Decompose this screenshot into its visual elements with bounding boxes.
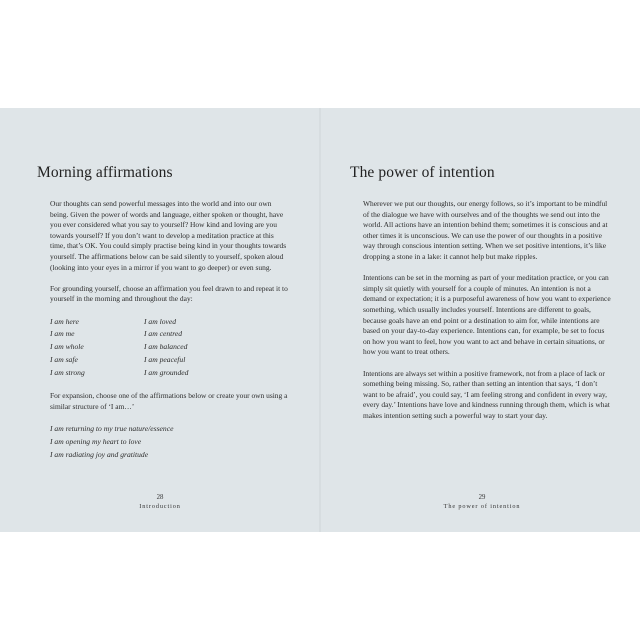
left-page-body xyxy=(50,199,290,462)
affirmation: I am loved xyxy=(144,316,177,326)
right-page-title: The power of intention xyxy=(350,164,495,181)
right-page-footer xyxy=(402,493,562,511)
affirmation: I am here xyxy=(50,316,79,326)
book-spread xyxy=(0,108,640,532)
running-footer: The power of intention xyxy=(443,503,521,510)
paragraph: Intentions are always set within a positive framework, not from a place of lack or something being missing. So, rather than setting an intention that says, ‘I don’t want to be afraid’, you could say, ‘I am feeling strong and confident in every way, every day.’ Intentions have love and kindness running through them, which is what makes intention setting such a powerful way to start your day. xyxy=(363,368,610,420)
page-number: 29 xyxy=(478,494,486,501)
affirmation: I am me xyxy=(50,329,75,339)
page-number: 28 xyxy=(156,494,164,501)
paragraph: For expansion, choose one of the affirmations below or create your own using a similar structure of ‘I am…’ xyxy=(50,391,288,411)
affirmation: I am opening my heart to love xyxy=(50,436,142,446)
left-page-title: Morning affirmations xyxy=(37,164,173,181)
expansion-affirmations xyxy=(50,423,290,462)
paragraph: Intentions can be set in the morning as part of your meditation practice, or you can simply sit quietly with yourself for a couple of minutes. An intention is not a demand or expectation; it is a purposeful awareness of how you want to experience something, which usually includes yourself. Intentions are different to goals, because goals have an end point or a destination to aim for, while intentions are based on your day-to-day experience. Intentions can, for example, be set to focus on how you want to feel, how you want to act and behave in certain situations, or how you want to treat others. xyxy=(363,273,611,357)
left-page xyxy=(0,108,320,532)
left-page-footer xyxy=(80,493,240,511)
right-page-body xyxy=(363,199,613,432)
running-footer: Introduction xyxy=(139,503,181,510)
affirmation: I am safe xyxy=(50,355,78,365)
affirmation: I am peaceful xyxy=(144,355,186,365)
grounding-affirmations xyxy=(50,316,290,381)
affirmation: I am returning to my true nature/essence xyxy=(50,423,174,433)
right-page xyxy=(320,108,640,532)
affirmation: I am radiating joy and gratitude xyxy=(50,449,149,459)
paragraph: Our thoughts can send powerful messages into the world and into our own being. Given the power of words and language, either spoken or thought, have you ever considered what you say to yourself? How kind and loving are you towards yourself? If you don’t want to develop a meditation practice at this time, that’s OK. You could simply practise being kind in your thoughts towards yourself. The affirmations below can be said silently to yourself, spoken aloud (looking into your eyes in a mirror if you want to go deeper) or even sung. xyxy=(50,199,287,272)
affirmation: I am centred xyxy=(144,329,183,339)
affirmation: I am strong xyxy=(50,368,85,378)
paragraph: For grounding yourself, choose an affirmation you feel drawn to and repeat it to yourself in the morning and throughout the day: xyxy=(50,283,288,304)
paragraph: Wherever we put our thoughts, our energy follows, so it’s important to be mindful of the dialogue we have with ourselves and of the thoughts we send out into the world. All actions have an intention behind them; sometimes it is conscious and at other times it is unconscious. We can use the power of our thoughts in a positive way through conscious intention setting. When we set positive intentions, it’s like dropping a stone in a lake: it cannot help but make ripples. xyxy=(363,199,608,261)
affirmation: I am balanced xyxy=(144,342,188,352)
affirmation: I am whole xyxy=(50,342,84,352)
affirmation: I am grounded xyxy=(144,368,189,378)
